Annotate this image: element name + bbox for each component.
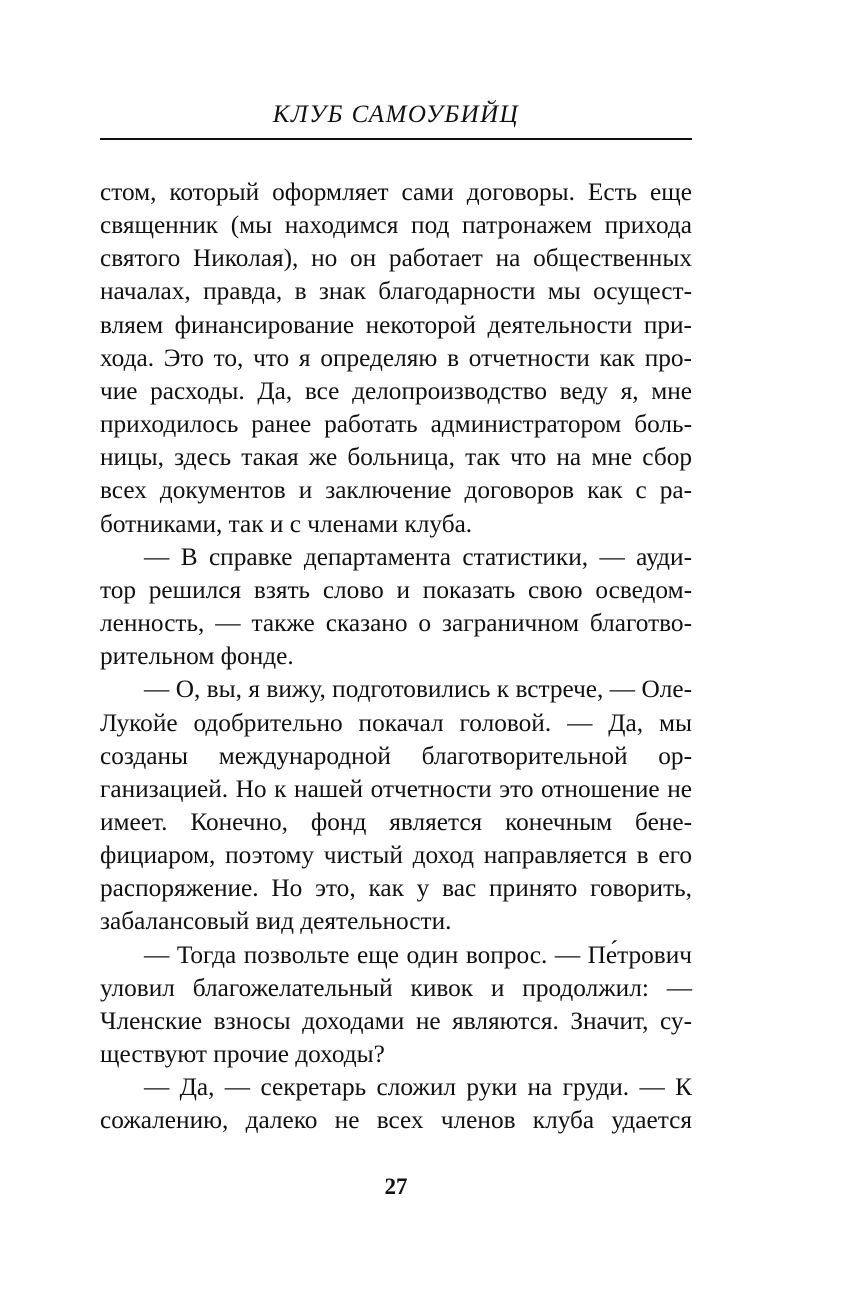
paragraph-2: — В справке департамента статистики, — ауди-тор решился взять слово и показать свою осведом-ленность, — также сказано о заграничном благотво-рительном фонде. (100, 542, 692, 671)
header-rule (100, 138, 692, 140)
running-head: КЛУБ САМОУБИЙЦ (272, 101, 520, 128)
paragraph-5: — Да, — секретарь сложил руки на груди. — К сожалению, далеко не всех членов клуба удается (100, 1073, 692, 1135)
paragraph-1: стом, который оформляет сами договоры. Есть еще священник (мы находимся под патронажем прихода святого Николая), но он работает на общественных началах, правда, в знак благодарности мы осущест-вляем финансирование некоторой деятельности при-хода. Это то, что я определяю в отчетности как про-чие расходы. Да, все делопроизводство веду я, мне приходилось ранее работать администратором боль-ницы, здесь такая же больница, так что на мне сбор всех документов и заключение договоров как с ра-ботниками, так и с членами клуба. (100, 178, 692, 538)
page-number: 27 (384, 1174, 408, 1199)
paragraph-4: — Тогда позвольте еще один вопрос. — Пе́трович уловил благожелательный кивок и продолжил: — Членские взносы доходами не являются. Значит, су-ществуют прочие доходы? (100, 940, 692, 1069)
body-text (100, 176, 692, 1138)
paragraph-3: — О, вы, я вижу, подготовились к встрече, — Оле-Лукойе одобрительно покачал головой. — Да, мы созданы международной благотворительной ор-ганизацией. Но к нашей отчетности это отношение не имеет. Конечно, фонд является конечным бене-фициаром, поэтому чистый доход направляется в его распоряжение. Но это, как у вас принято говорить, забалансовый вид деятельности. (100, 675, 692, 936)
